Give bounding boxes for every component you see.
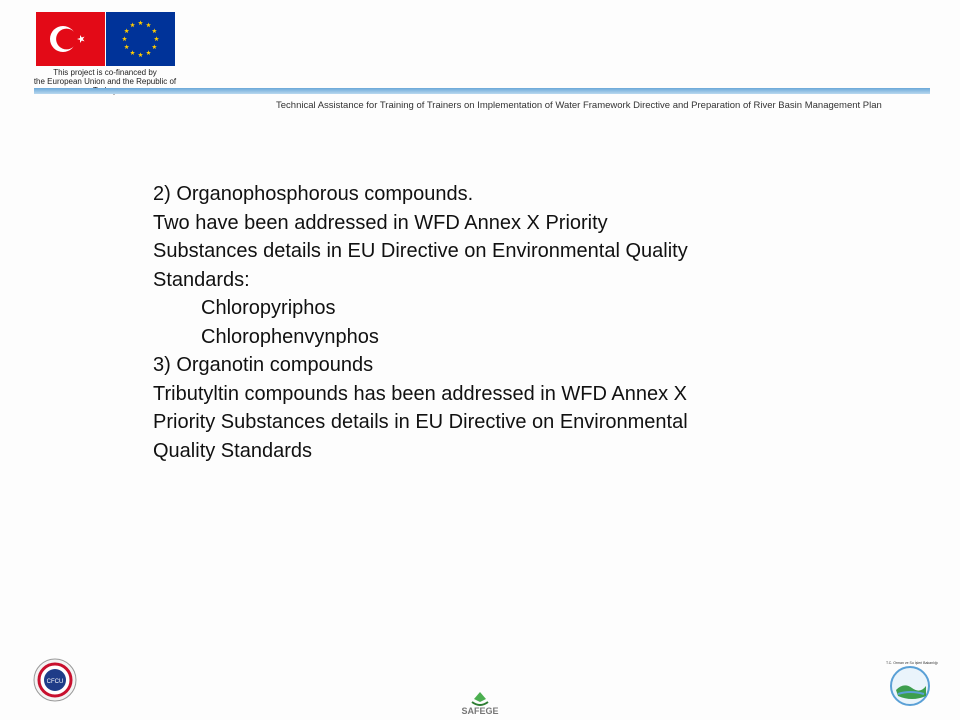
body-line-indented: Chloropyriphos [201, 297, 336, 319]
body-line: Two have been addressed in WFD Annex X Priority [153, 211, 608, 234]
cofinance-line-2: the European Union and the Republic of [33, 77, 177, 86]
header-divider [34, 88, 930, 94]
body-line: Priority Substances details in EU Directive on Environmental [153, 411, 688, 433]
body-line: 3) Organotin compounds [153, 354, 374, 376]
cfcu-logo-icon [33, 658, 77, 702]
ministry-logo-icon [882, 656, 938, 708]
body-line: Quality Standards [153, 439, 312, 462]
body-line: Standards: [153, 268, 250, 291]
cofinance-line-1: This project is co-financed by [53, 68, 157, 77]
eu-flag-icon [106, 12, 175, 66]
safege-label: SAFEGE [461, 706, 499, 716]
slide-body [153, 180, 795, 465]
ministry-label: T.C. Orman ve Su İşleri Bakanlığı [886, 661, 938, 665]
body-line-indented: Chlorophenvynphos [201, 325, 379, 348]
body-line: 2) Organophosphorous compounds. [153, 183, 474, 205]
body-line: Tributyltin compounds has been addressed in WFD Annex X [153, 382, 687, 405]
turkey-flag-icon [36, 12, 105, 66]
body-line: Substances details in EU Directive on Environmental Quality [153, 240, 688, 262]
cfcu-label: CFCU [46, 679, 64, 685]
safege-logo-icon [446, 690, 514, 716]
project-title: Technical Assistance for Training of Trainers on Implementation of Water Framework Directive and Preparation of River Basin Management Plan [276, 100, 882, 111]
